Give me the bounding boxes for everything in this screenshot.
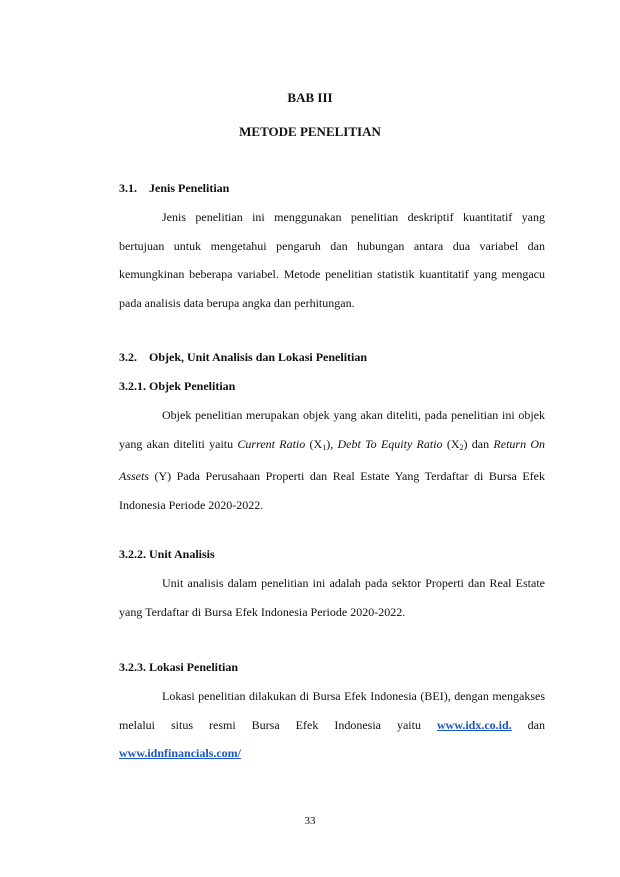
paragraph-objek-penelitian bbox=[119, 401, 545, 520]
paragraph-text: (X bbox=[305, 436, 323, 451]
page-number: 33 bbox=[304, 815, 316, 827]
paragraph-text: ), bbox=[326, 436, 338, 451]
paragraph-text: (Y) Pada Perusahaan Properti dan Real Estate Yang Terdaftar di Bursa Efek Indonesia Periode 2020-2022. bbox=[119, 469, 545, 513]
chapter-label: BAB III bbox=[287, 90, 333, 105]
variable-return-on-assets: Return On Assets bbox=[119, 436, 546, 484]
paragraph-text: Unit analisis dalam penelitian ini adalah pada sektor Properti dan Real Estate yang Terdaftar di Bursa Efek Indonesia Periode 2020-2022. bbox=[119, 576, 545, 619]
section-heading-3-1 bbox=[119, 181, 229, 196]
paragraph-text: ) dan bbox=[463, 436, 494, 451]
subsection-title: Lokasi Penelitian bbox=[149, 660, 239, 674]
section-number: 3.1. bbox=[119, 181, 137, 195]
subscript: 2 bbox=[459, 442, 464, 452]
paragraph-jenis-penelitian bbox=[119, 203, 545, 318]
section-number: 3.2. bbox=[119, 350, 137, 364]
subsection-number: 3.2.1. bbox=[119, 379, 146, 393]
idx-website-link[interactable]: www.idx.co.id. bbox=[436, 717, 512, 732]
section-heading-3-2 bbox=[119, 350, 367, 365]
variable-current-ratio: Current Ratio bbox=[237, 436, 306, 451]
subsection-title: Objek Penelitian bbox=[149, 379, 236, 393]
variable-debt-to-equity-ratio: Debt To Equity Ratio bbox=[337, 436, 443, 451]
subsection-number: 3.2.3. bbox=[119, 660, 146, 674]
paragraph-text: (X bbox=[442, 436, 460, 451]
paragraph-text: Jenis penelitian ini menggunakan penelitian deskriptif kuantitatif yang bertujuan untuk mengetahui pengaruh dan hubungan antara dua variabel dan kemungkinan beberapa variabel. Metode penelitian statistik kuantitatif yang mengacu pada analisis data berupa angka dan perhitungan. bbox=[119, 210, 545, 311]
paragraph-unit-analisis bbox=[119, 569, 545, 626]
paragraph-text: dan bbox=[511, 717, 546, 732]
subsection-title: Unit Analisis bbox=[149, 547, 215, 561]
subsection-heading-3-2-3 bbox=[119, 660, 238, 675]
idnfinancials-website-link[interactable]: www.idnfinancials.com/ bbox=[119, 746, 242, 761]
subsection-heading-3-2-1 bbox=[119, 379, 235, 394]
paragraph-lokasi-penelitian bbox=[119, 682, 545, 768]
chapter-title: METODE PENELITIAN bbox=[239, 124, 381, 139]
subscript: 1 bbox=[322, 442, 327, 452]
section-title: Jenis Penelitian bbox=[149, 181, 230, 195]
subsection-heading-3-2-2 bbox=[119, 547, 215, 562]
section-title: Objek, Unit Analisis dan Lokasi Penelitian bbox=[149, 350, 368, 364]
paragraph-text: Lokasi penelitian dilakukan di Bursa Efek Indonesia (BEI), dengan mengakses melalui situs resmi Bursa Efek Indonesia yaitu bbox=[119, 689, 545, 732]
subsection-number: 3.2.2. bbox=[119, 547, 146, 561]
paragraph-text: Objek penelitian merupakan objek yang akan diteliti, pada penelitian ini objek yang akan diteliti yaitu bbox=[119, 408, 545, 451]
